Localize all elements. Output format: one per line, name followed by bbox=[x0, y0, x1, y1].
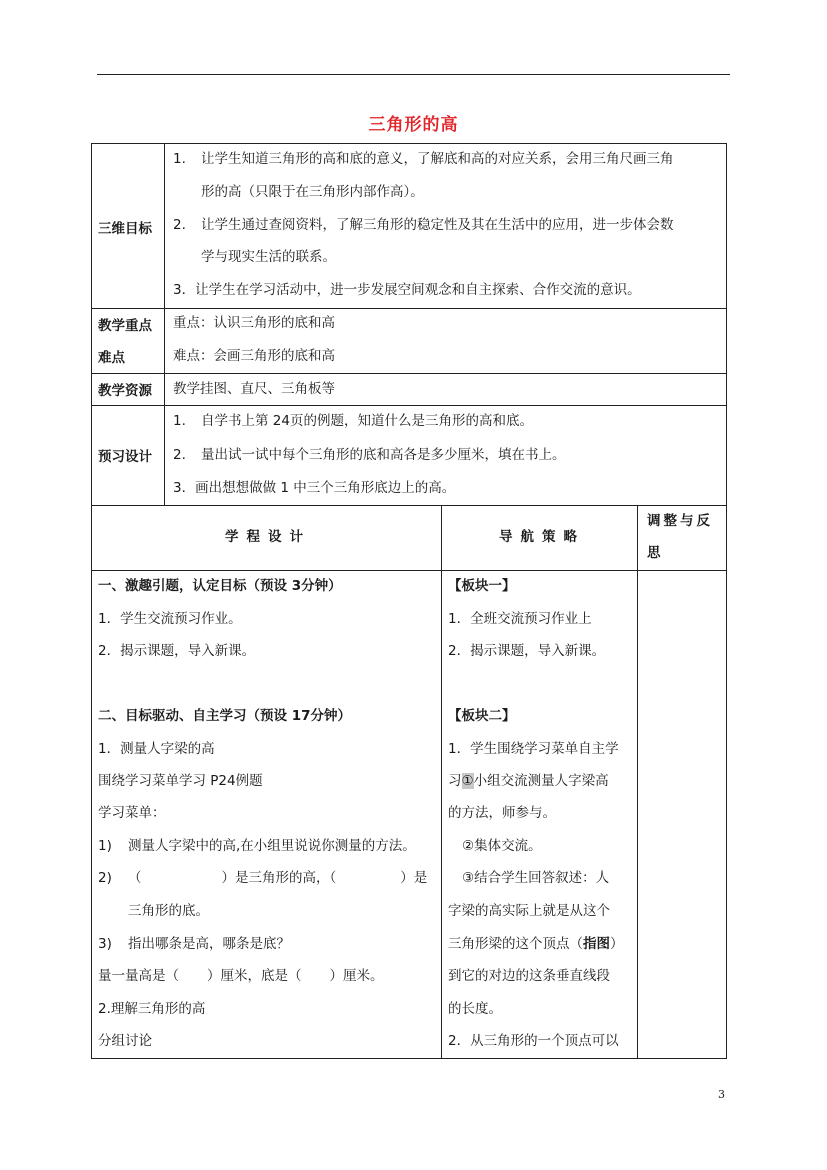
guide-item: 的长度。 bbox=[448, 1001, 502, 1017]
guide-item: 2．从三角形的一个顶点可以 bbox=[448, 1033, 619, 1049]
question-open: （ bbox=[128, 870, 142, 886]
page-number: 3 bbox=[718, 1088, 725, 1101]
objective-item bbox=[173, 215, 674, 235]
column-divider bbox=[441, 505, 442, 1058]
objective-item bbox=[173, 149, 674, 169]
objective-number: 2. bbox=[173, 217, 186, 233]
row-divider bbox=[91, 505, 727, 506]
guide-item: 的方法，师参与。 bbox=[448, 805, 556, 821]
question-text: 测量人字梁中的高,在小组里说说你测量的方法。 bbox=[128, 838, 416, 854]
learning-item: 围绕学习菜单学习 P24例题 bbox=[98, 773, 263, 789]
guide-text: 三角形梁的这个顶点（ bbox=[448, 936, 583, 952]
preview-number: 2. bbox=[173, 447, 186, 463]
table-border-right bbox=[726, 143, 727, 1059]
question-number: 1) bbox=[98, 838, 112, 854]
preview-text: 自学书上第 24页的例题，知道什么是三角形的高和底。 bbox=[201, 413, 533, 429]
adjust-header-cont: 思 bbox=[647, 545, 661, 561]
preview-number: 3． bbox=[173, 480, 196, 496]
focus-text: 重点：认识三角形的底和高 bbox=[173, 315, 335, 331]
guide-item bbox=[448, 771, 609, 791]
difficulty-label: 难点 bbox=[98, 350, 125, 366]
learning-design-header: 学程设计 bbox=[225, 529, 311, 545]
learning-item: 分组讨论 bbox=[98, 1033, 152, 1049]
preview-number: 1. bbox=[173, 413, 186, 429]
learning-item: 1．学生交流预习作业。 bbox=[98, 611, 242, 627]
column-divider bbox=[637, 505, 638, 1058]
preview-label: 预习设计 bbox=[98, 449, 152, 465]
measure-line bbox=[98, 966, 384, 986]
guide-item bbox=[448, 934, 624, 954]
measure-text: ）厘米。 bbox=[329, 968, 384, 984]
menu-label: 学习菜单： bbox=[98, 805, 166, 821]
objective-continuation: 形的高（只限于在三角形内部作高）。 bbox=[201, 184, 424, 200]
preview-item bbox=[173, 445, 566, 465]
block-1-title: 【板块一】 bbox=[448, 578, 516, 594]
measure-text: 量一量高是（ bbox=[98, 968, 179, 984]
guide-item: 1．全班交流预习作业上 bbox=[448, 611, 592, 627]
resources-text: 教学挂图、直尺、三角板等 bbox=[173, 381, 335, 397]
row-divider bbox=[91, 405, 727, 406]
difficulty-text: 难点：会画三角形的底和高 bbox=[173, 348, 335, 364]
question-number: 3) bbox=[98, 936, 112, 952]
preview-text: 画出想想做做 1 中三个三角形底边上的高。 bbox=[195, 480, 456, 496]
guide-text: ） bbox=[610, 936, 624, 952]
guide-emphasis: 指图 bbox=[583, 936, 610, 952]
question-text: 指出哪条是高，哪条是底？ bbox=[128, 936, 290, 952]
preview-item bbox=[173, 478, 455, 498]
objective-number: 3． bbox=[173, 282, 196, 298]
table-border-left bbox=[91, 143, 92, 1059]
block-2-title: 【板块二】 bbox=[448, 708, 516, 724]
row-divider bbox=[91, 308, 727, 309]
guide-item: ③结合学生回答叙述：人 bbox=[462, 870, 610, 886]
learning-item: 2．揭示课题，导入新课。 bbox=[98, 643, 256, 659]
section-2-title: 二、目标驱动、自主学习（预设 17分钟） bbox=[98, 708, 351, 724]
learning-item: 1．测量人字梁的高 bbox=[98, 741, 215, 757]
row-divider bbox=[91, 570, 727, 571]
objective-item bbox=[173, 280, 641, 300]
guide-item: ②集体交流。 bbox=[462, 838, 542, 854]
lesson-plan-table bbox=[91, 143, 727, 1059]
label-column-divider bbox=[164, 143, 165, 505]
guide-item: 1．学生围绕学习菜单自主学 bbox=[448, 741, 619, 757]
preview-text: 量出试一试中每个三角形的底和高各是多少厘米，填在书上。 bbox=[201, 447, 566, 463]
table-border-top bbox=[91, 143, 727, 144]
key-points-label: 教学重点 bbox=[98, 318, 152, 334]
question-item bbox=[98, 836, 416, 856]
learning-item: 2.理解三角形的高 bbox=[98, 1001, 206, 1017]
question-item bbox=[98, 868, 427, 888]
step-marker: ① bbox=[461, 773, 474, 789]
table-border-bottom bbox=[91, 1058, 727, 1059]
adjust-header: 调整与反 bbox=[647, 513, 713, 529]
guide-strategy-header: 导航策略 bbox=[499, 529, 585, 545]
preview-item bbox=[173, 411, 533, 431]
header-rule bbox=[97, 74, 730, 75]
objective-number: 1. bbox=[173, 151, 186, 167]
objective-text: 让学生知道三角形的高和底的意义，了解底和高的对应关系，会用三角尺画三角 bbox=[201, 151, 674, 167]
question-number: 2) bbox=[98, 870, 112, 886]
objective-text: 让学生通过查阅资料，了解三角形的稳定性及其在生活中的应用，进一步体会数 bbox=[201, 217, 674, 233]
measure-text: ）厘米，底是（ bbox=[207, 968, 302, 984]
guide-text: 习 bbox=[448, 773, 462, 789]
guide-text: 小组交流测量人字梁高 bbox=[473, 773, 609, 789]
question-mid: ）是三角形的高，（ bbox=[221, 870, 337, 886]
guide-item: 2．揭示课题，导入新课。 bbox=[448, 643, 606, 659]
section-1-title: 一、激趣引题，认定目标（预设 3分钟） bbox=[98, 578, 342, 594]
guide-item: 到它的对边的这条垂直线段 bbox=[448, 968, 610, 984]
guide-item: 字梁的高实际上就是从这个 bbox=[448, 903, 610, 919]
question-continuation: 三角形的底。 bbox=[128, 903, 209, 919]
page-title: 三角形的高 bbox=[368, 115, 459, 135]
resources-label: 教学资源 bbox=[98, 383, 152, 399]
objective-text: 让学生在学习活动中，进一步发展空间观念和自主探索、合作交流的意识。 bbox=[195, 282, 641, 298]
question-item bbox=[98, 934, 290, 954]
objectives-label: 三维目标 bbox=[98, 221, 152, 237]
question-close: ）是 bbox=[400, 870, 428, 886]
row-divider bbox=[91, 373, 727, 374]
objective-continuation: 学与现实生活的联系。 bbox=[201, 249, 336, 265]
